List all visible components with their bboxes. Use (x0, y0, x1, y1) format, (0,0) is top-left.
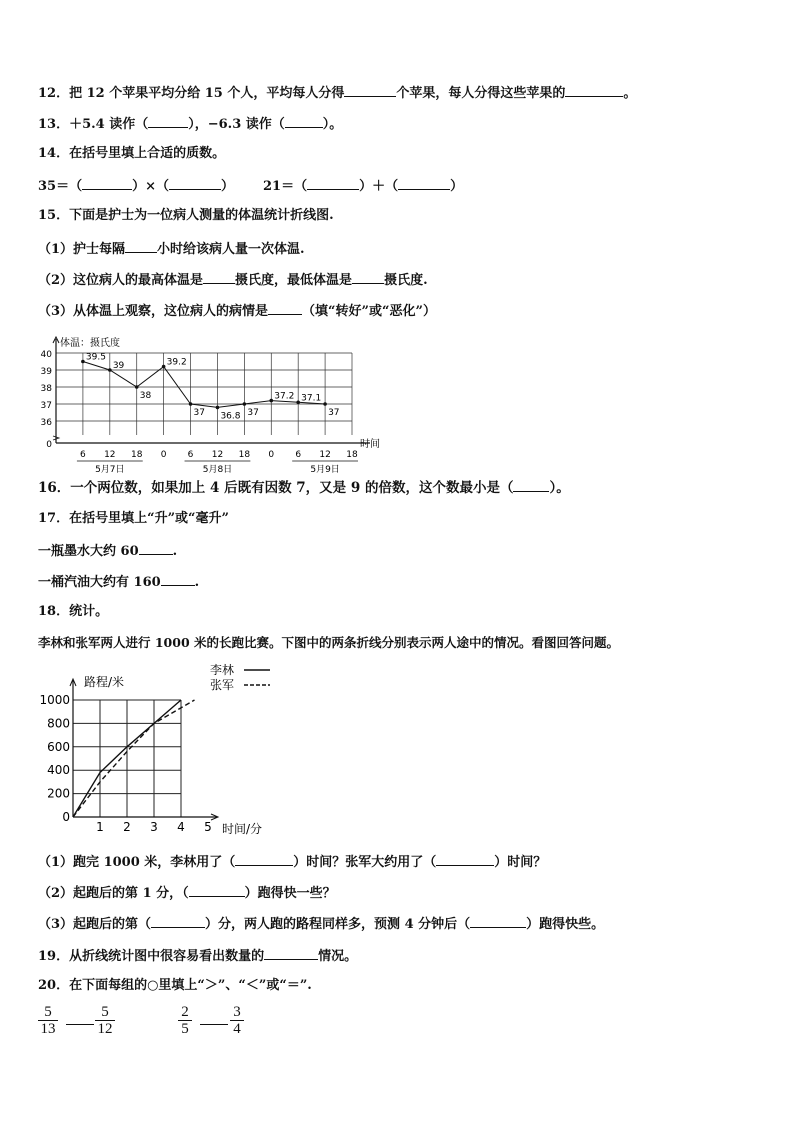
chart1-y-tick-label: 37 (40, 401, 52, 411)
fraction-denominator: 5 (181, 1021, 189, 1037)
q18-s3a: （3）起跑后的第（ (38, 917, 152, 932)
q18-s1a: （1）跑完 1000 米，李林用了（ (38, 855, 236, 870)
q19-text-b: 情况。 (318, 949, 358, 964)
q17-s2e: . (194, 575, 200, 590)
q18-blank-2[interactable] (436, 852, 494, 866)
q15-sub2 (38, 270, 428, 290)
chart2-x-tick-label: 1 (96, 820, 104, 834)
q16-text-b: ）。 (549, 480, 570, 496)
q12-text-a: 12．把 12 个苹果平均分给 15 个人，平均每人分得 (38, 86, 345, 101)
chart2-series-line (73, 700, 195, 817)
chart1-data-point (135, 385, 139, 389)
q14-left-a: 35＝（ (38, 179, 83, 194)
chart1-data-label: 37 (247, 408, 259, 418)
chart1-x-tick-label: 18 (238, 450, 251, 460)
chart1-data-point (189, 402, 193, 406)
chart1-y-tick-label: 38 (40, 384, 52, 394)
q15-s1b: 小时给该病人量一次体温. (157, 242, 305, 257)
fraction-3-4 (230, 1004, 244, 1037)
q15-blank-3[interactable] (352, 270, 384, 284)
q18-s3c: ）跑得快些。 (526, 917, 605, 932)
q14-left-b: ）×（ (132, 179, 169, 194)
chart1-x-tick-label: 18 (346, 450, 358, 460)
chart1-xlabel: 时间 (360, 439, 380, 450)
chart1-x-tick-label: 0 (268, 450, 275, 460)
q13-text-b: ），−6.3 读作（ (188, 117, 285, 132)
fraction-denominator: 13 (40, 1021, 56, 1037)
chart1-data-point (296, 401, 300, 405)
q18-s2b: ）跑得快一些？ (244, 886, 336, 901)
q12-blank-1[interactable] (344, 83, 396, 97)
chart1-data-label: 37 (193, 408, 205, 418)
q14-right-b: ）＋（ (359, 179, 399, 194)
q17-sub1 (38, 541, 177, 561)
chart1-y-tick-label: 36 (40, 418, 52, 428)
chart1-data-point (269, 399, 273, 403)
q19-text-a: 19．从折线统计图中很容易看出数量的 (38, 949, 265, 964)
q18-blank-1[interactable] (235, 852, 293, 866)
q19 (38, 946, 357, 966)
fraction-5-12 (95, 1004, 115, 1037)
chart2-y-tick-label: 600 (47, 739, 70, 754)
q18-sub2 (38, 883, 336, 903)
fraction-numerator: 3 (233, 1004, 241, 1020)
chart1-data-label: 39 (112, 361, 125, 371)
q14-blank-2[interactable] (169, 176, 221, 190)
q18-sub1 (38, 852, 546, 872)
chart2-ylabel: 路程/米 (84, 675, 125, 689)
chart1-date-label: 5月8日 (202, 465, 233, 475)
q15-title: 15．下面是护士为一位病人测量的体温统计折线图. (38, 208, 334, 223)
q13-blank-1[interactable] (148, 114, 188, 128)
q15-sub3 (38, 301, 436, 321)
chart1-y-tick-label: 40 (40, 350, 52, 360)
q15-sub1 (38, 239, 305, 259)
fraction-denominator: 12 (97, 1021, 113, 1037)
q14-right-c: ） (450, 179, 464, 194)
chart1-data-point (216, 406, 220, 410)
compare-blank-2[interactable] (200, 1024, 228, 1025)
q14-title: 14．在括号里填上合适的质数。 (38, 146, 226, 161)
chart1-ylabel: 体温：摄氏度 (60, 338, 120, 349)
chart1-y-tick-label: 39 (40, 367, 52, 377)
chart1-x-tick-label: 12 (104, 450, 116, 460)
q17-s1: 一瓶墨水大约 60 (38, 544, 139, 559)
chart1-y-tick-label: 0 (46, 440, 52, 450)
q17-sub2 (38, 572, 199, 592)
compare-blank-1[interactable] (66, 1024, 94, 1025)
q16-text-a: 16．一个两位数，如果加上 4 后既有因数 7，又是 9 的倍数，这个数最小是（ (38, 480, 514, 496)
chart2-y-tick-label: 1000 (39, 693, 70, 707)
q13-text-a: 13．＋5.4 读作（ (38, 117, 149, 132)
q15-s2c: 摄氏度. (384, 273, 428, 288)
q13-text-c: ）。 (322, 117, 343, 132)
q15-blank-1[interactable] (125, 239, 157, 253)
chart2-y-tick-label: 200 (47, 786, 70, 801)
q17-s2: 一桶汽油大约有 160 (38, 575, 161, 590)
q14-right-a: 21＝（ (263, 179, 308, 194)
fraction-numerator: 5 (44, 1004, 52, 1020)
chart1-data-label: 37.2 (274, 391, 295, 402)
q12-text-c: 。 (623, 86, 637, 101)
chart1-data-point (243, 402, 247, 406)
q14-blank-1[interactable] (82, 176, 132, 190)
chart1-data-label: 36.8 (220, 411, 241, 422)
q12 (38, 83, 636, 103)
fraction-5-13 (38, 1004, 58, 1037)
chart1-data-point (323, 402, 327, 406)
chart2-x-tick-label: 2 (123, 820, 131, 834)
q14-left-c: ） (221, 179, 235, 194)
q17-s1e: . (172, 544, 178, 559)
temperature-line-chart (30, 333, 390, 475)
q15-s2a: （2）这位病人的最高体温是 (38, 273, 204, 288)
chart2-xlabel: 时间/分 (222, 822, 263, 836)
q17-blank-2[interactable] (161, 572, 195, 586)
q13 (38, 114, 342, 134)
chart1-date-label: 5月9日 (310, 465, 340, 475)
chart2-y-tick-label: 800 (47, 716, 70, 731)
q18-s1b: ）时间？张军大约用了（ (293, 855, 437, 870)
chart2-ticks (39, 693, 211, 834)
chart2-legend-label: 李林 (210, 663, 235, 677)
chart1-data-point (108, 368, 112, 372)
chart1-x-tick-label: 6 (295, 450, 302, 460)
chart1-data-point (162, 365, 166, 369)
chart1-x-tick-label: 6 (187, 450, 194, 460)
q16-blank[interactable] (513, 478, 549, 492)
fraction-numerator: 2 (181, 1004, 189, 1020)
chart1-date-label: 5月7日 (95, 465, 125, 475)
chart1-data-point (81, 360, 85, 364)
q14-blank-3[interactable] (307, 176, 359, 190)
q16 (38, 478, 570, 497)
chart2-series (73, 700, 195, 817)
q17-title: 17．在括号里填上“升”或“毫升” (38, 511, 230, 526)
q18-s1c: ）时间？ (494, 855, 547, 870)
q15-s2b: 摄氏度，最低体温是 (235, 273, 353, 288)
q20-title: 20．在下面每组的○里填上“＞”、“＜”或“＝”. (38, 978, 312, 993)
q18-title: 18．统计。 (38, 604, 109, 619)
chart1-x-tick-label: 12 (319, 450, 331, 460)
chart2-legend (210, 662, 270, 692)
q15-s3b: （填“转好”或“恶化”） (302, 304, 436, 319)
chart2-legend-label: 张军 (210, 678, 235, 692)
q15-s3a: （3）从体温上观察，这位病人的病情是 (38, 304, 269, 319)
q18-blank-3[interactable] (189, 883, 245, 897)
chart1-data-label: 39.5 (85, 352, 106, 363)
chart1-data-label: 38 (139, 391, 152, 401)
chart2-x-tick-label: 4 (177, 820, 185, 834)
chart1-data-label: 37.1 (301, 393, 322, 404)
q14-eq-right (263, 176, 463, 196)
q18-blank-5[interactable] (470, 914, 526, 928)
q18-blank-4[interactable] (151, 914, 205, 928)
chart1-x-tick-label: 18 (131, 450, 143, 460)
chart2-x-tick-label: 5 (204, 820, 212, 834)
chart2-x-tick-label: 3 (150, 820, 158, 834)
q19-blank[interactable] (264, 946, 318, 960)
q13-blank-2[interactable] (285, 114, 323, 128)
chart1-x-tick-label: 12 (211, 450, 224, 460)
chart1-data-label: 39.2 (166, 357, 187, 368)
q15-s1a: （1）护士每隔 (38, 242, 126, 257)
q12-blank-2[interactable] (565, 83, 623, 97)
q17-blank-1[interactable] (139, 541, 173, 555)
fraction-denominator: 4 (233, 1021, 241, 1037)
q18-intro: 李林和张军两人进行 1000 米的长跑比赛。下图中的两条折线分别表示两人途中的情况。看图回答问题。 (38, 635, 619, 650)
chart1-data-label: 37 (328, 408, 340, 418)
q18-sub3 (38, 914, 604, 934)
q18-s2a: （2）起跑后的第 1 分，（ (38, 886, 189, 901)
chart1-x-tick-label: 0 (160, 450, 167, 460)
chart2-y-tick-label: 400 (47, 763, 70, 778)
fraction-2-5 (178, 1004, 192, 1037)
q15-blank-4[interactable] (268, 301, 302, 315)
distance-line-chart (36, 660, 296, 840)
q15-blank-2[interactable] (203, 270, 235, 284)
q18-s3b: ）分，两人跑的路程同样多，预测 4 分钟后（ (205, 917, 471, 932)
q12-text-b: 个苹果，每人分得这些苹果的 (396, 86, 566, 101)
q14-eq-left (38, 176, 234, 196)
fraction-numerator: 5 (101, 1004, 109, 1020)
q14-blank-4[interactable] (398, 176, 450, 190)
chart2-y-tick-label: 0 (62, 810, 70, 824)
chart1-x-tick-label: 6 (80, 450, 86, 460)
